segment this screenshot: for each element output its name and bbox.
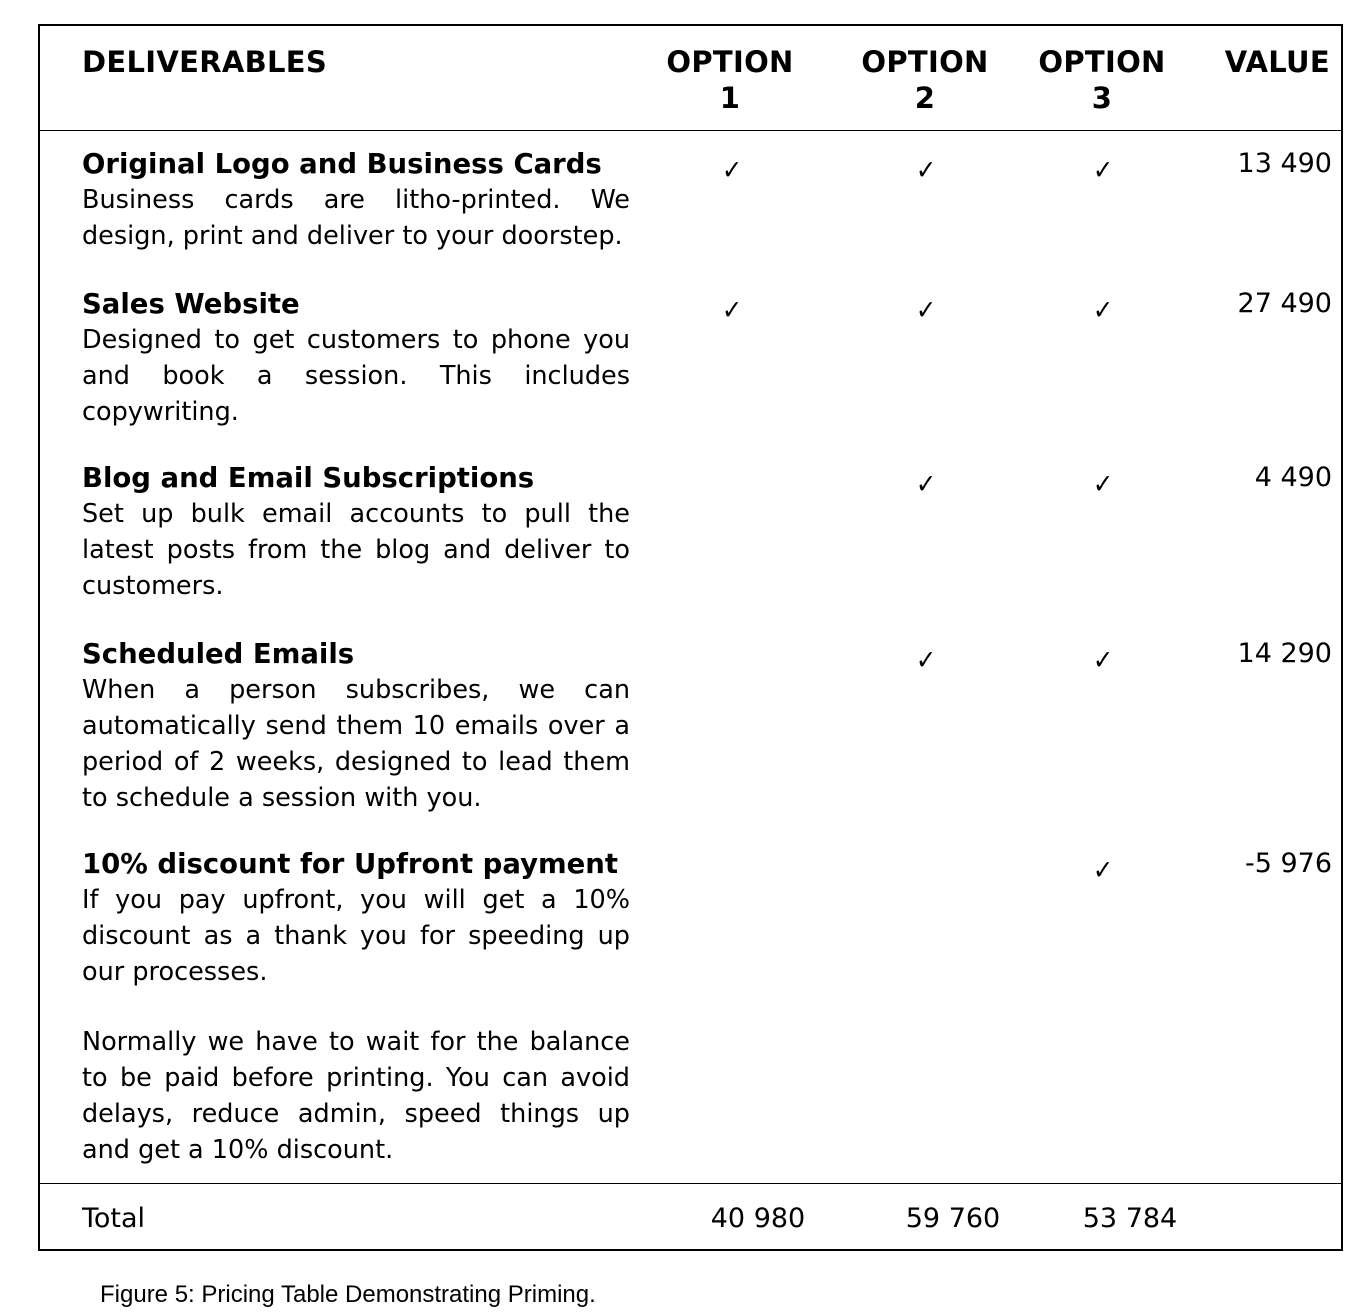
row-description-upfront-discount: If you pay upfront, you will get a 10% discount as a thank you for speeding up our processes. (82, 885, 630, 987)
check-icon-sales-website-option-1: ✓ (721, 295, 743, 326)
value-blog-email-subscriptions: 4 490 (1254, 462, 1332, 493)
header-divider (40, 130, 1341, 131)
check-icon-upfront-discount-option-3: ✓ (1092, 855, 1114, 886)
header-value: VALUE (1224, 45, 1330, 79)
header-option-3: OPTION 3 (1038, 45, 1166, 115)
figure-caption: Figure 5: Pricing Table Demonstrating Priming. (100, 1281, 596, 1308)
check-icon-scheduled-emails-option-3: ✓ (1092, 645, 1114, 676)
check-icon-blog-email-subscriptions-option-3: ✓ (1092, 469, 1114, 500)
row-title-upfront-discount: 10% discount for Upfront payment (82, 848, 619, 880)
check-icon-blog-email-subscriptions-option-2: ✓ (915, 469, 937, 500)
value-scheduled-emails: 14 290 (1237, 638, 1332, 669)
row-title-scheduled-emails: Scheduled Emails (82, 638, 355, 670)
value-logo-business-cards: 13 490 (1237, 148, 1332, 179)
check-icon-sales-website-option-3: ✓ (1092, 295, 1114, 326)
header-option-2: OPTION 2 (861, 45, 989, 115)
row-description-upfront-discount-note: Normally we have to wait for the balance to be paid before printing. You can avoid delays, reduce admin, speed things up and get a 10% discount. (82, 1027, 630, 1165)
check-icon-logo-business-cards-option-1: ✓ (721, 155, 743, 186)
row-title-sales-website: Sales Website (82, 288, 300, 320)
header-deliverables: DELIVERABLES (82, 45, 328, 79)
value-upfront-discount: -5 976 (1244, 848, 1332, 879)
header-option-1: OPTION 1 (666, 45, 794, 115)
total-divider (40, 1183, 1341, 1184)
row-description-logo-business-cards: Business cards are litho-printed. We design, print and deliver to your doorstep. (82, 185, 630, 251)
check-icon-logo-business-cards-option-3: ✓ (1092, 155, 1114, 186)
check-icon-logo-business-cards-option-2: ✓ (915, 155, 937, 186)
total-option-3: 53 784 (1082, 1203, 1178, 1234)
row-title-logo-business-cards: Original Logo and Business Cards (82, 148, 602, 180)
row-description-blog-email-subscriptions: Set up bulk email accounts to pull the latest posts from the blog and deliver to customers. (82, 499, 630, 601)
value-sales-website: 27 490 (1237, 288, 1332, 319)
total-option-1: 40 980 (710, 1203, 806, 1234)
row-description-scheduled-emails: When a person subscribes, we can automatically send them 10 emails over a period of 2 weeks, designed to lead them to schedule a session with you. (82, 675, 630, 813)
total-label: Total (82, 1203, 146, 1234)
row-description-sales-website: Designed to get customers to phone you and book a session. This includes copywriting. (82, 325, 630, 427)
pricing-table (38, 24, 1343, 1251)
check-icon-scheduled-emails-option-2: ✓ (915, 645, 937, 676)
row-title-blog-email-subscriptions: Blog and Email Subscriptions (82, 462, 535, 494)
check-icon-sales-website-option-2: ✓ (915, 295, 937, 326)
total-option-2: 59 760 (905, 1203, 1001, 1234)
